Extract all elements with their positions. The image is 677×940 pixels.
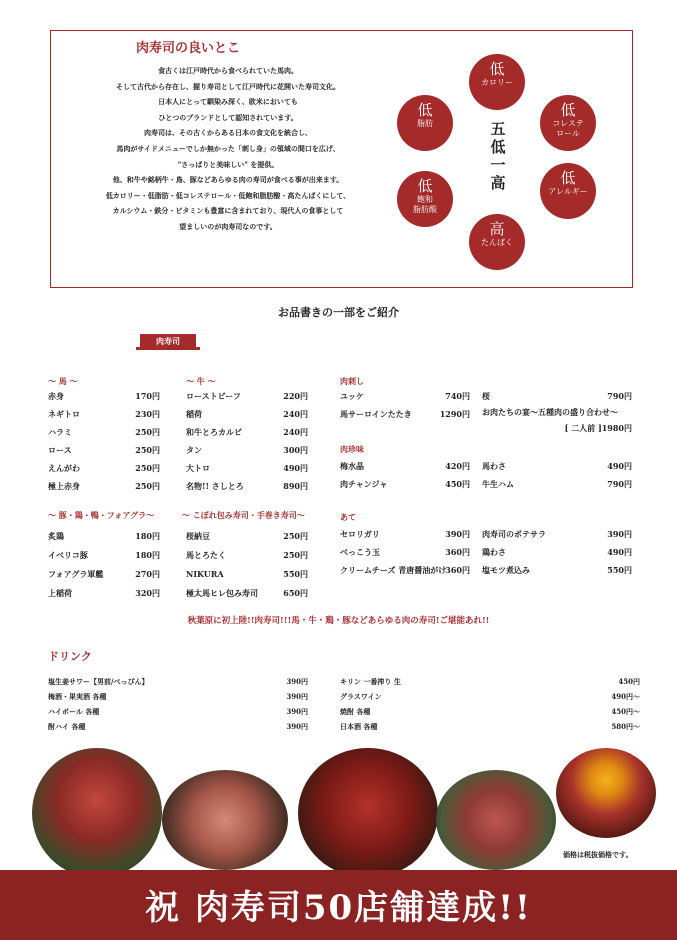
item-price: 490円 (283, 463, 308, 473)
item-price: 450円 (445, 479, 470, 489)
item-name: べっこう玉 (340, 547, 380, 557)
item-price: 390円 (607, 529, 632, 539)
item-name: 肉チャンジャ (340, 479, 388, 489)
badge-big: 低 (417, 101, 433, 119)
item-name: 上稲荷 (48, 588, 72, 598)
item-name: 炙鶏 (48, 531, 64, 541)
item-name: ロース (48, 445, 72, 455)
item-price: 250円 (283, 531, 308, 541)
menu-item (48, 388, 160, 405)
item-name: ハラミ (48, 427, 72, 437)
item-price: 490円 (607, 547, 632, 557)
item-price: 450円 (618, 677, 640, 686)
item-price: 360円 (445, 547, 470, 557)
menu-item (340, 690, 640, 704)
intro-line: 肉寿司は、その古くからある日本の食文化を統合し、 (144, 128, 312, 138)
menu-item (340, 705, 640, 719)
item-name: NIKURA (186, 569, 224, 579)
menu-item (482, 404, 632, 421)
item-price: 390円 (286, 692, 308, 701)
item-price: 390円 (286, 677, 308, 686)
item-name: 桜 (482, 391, 490, 401)
menu-item (186, 388, 308, 405)
menu-item (482, 458, 632, 475)
item-name: えんがわ (48, 463, 80, 473)
menu-item (186, 424, 308, 441)
item-name: 鶏わさ (482, 547, 506, 557)
item-price: 550円 (607, 565, 632, 575)
photo-sashimi (436, 770, 556, 870)
item-name: セロリガリ (340, 529, 380, 539)
badge-small: アレルギー (548, 187, 588, 196)
item-name: 牛生ハム (482, 479, 514, 489)
menu-item (340, 388, 470, 405)
item-price: 180円 (135, 531, 160, 541)
menu-item (48, 478, 160, 495)
intro-line: そして古代から存在し、握り寿司として江戸時代に花開いた寿司文化。 (116, 81, 340, 91)
center-char: 五 (490, 120, 506, 138)
item-name: グラスワイン (340, 692, 382, 701)
badge-small: たんぱく (481, 238, 513, 247)
item-price: 320円 (135, 588, 160, 598)
item-price: 490円～ (611, 692, 640, 701)
item-name: 酎ハイ 各種 (48, 722, 86, 731)
item-price: 220円 (283, 391, 308, 401)
photo-sushi-tower (32, 748, 162, 878)
sashi-header: 肉刺し (340, 376, 364, 386)
item-price: 580円～ (611, 722, 640, 731)
menu-item (482, 544, 632, 561)
item-name: お肉たちの宴～五種肉の盛り合わせ～ (482, 407, 618, 417)
item-price: 240円 (283, 409, 308, 419)
item-price: 790円 (607, 391, 632, 401)
item-name: 和牛とろカルビ (186, 427, 242, 437)
intro-line: 他、和牛や銘柄牛・鳥、豚などあらゆる肉の寿司が食べる事が出来ます。 (112, 175, 344, 185)
menu-item (48, 690, 308, 704)
intro-line: 望ましいのが肉寿司なのです。 (179, 221, 277, 231)
center-char: 一 (490, 156, 506, 174)
item-name: 名物!! さしとろ (186, 481, 244, 491)
item-price: 240円 (283, 427, 308, 437)
intro-line: 日本人にとって馴染み深く、欧米においても (158, 97, 298, 107)
menu-item (186, 460, 308, 477)
badge-big: 低 (560, 169, 576, 187)
item-name: タン (186, 445, 202, 455)
item-name: 赤身 (48, 391, 64, 401)
item-name: 稲荷 (186, 409, 202, 419)
menu-item (340, 720, 640, 734)
badge-low-saturated-fat (397, 171, 453, 227)
item-price: 390円 (445, 529, 470, 539)
intro-title: 肉寿司の良いとこ (135, 41, 240, 56)
item-price: 490円 (607, 461, 632, 471)
badge-small: カロリー (481, 78, 513, 87)
menu-item (340, 526, 470, 543)
photo-seared-beef (162, 770, 288, 870)
badge-big: 高 (489, 220, 505, 238)
menu-item (48, 528, 160, 545)
menu-item (186, 585, 308, 602)
badge-small: 脂肪 (417, 119, 433, 128)
item-price: 740円 (445, 391, 470, 401)
center-char: 高 (490, 174, 506, 192)
badge-big: 低 (489, 60, 505, 78)
item-price: 390円 (286, 722, 308, 731)
item-price: 250円 (135, 445, 160, 455)
item-price: 420円 (445, 461, 470, 471)
menu-item (48, 547, 160, 564)
menu-item (482, 388, 632, 405)
uma-header: ～ 馬 ～ (48, 376, 78, 386)
badge-high-protein (469, 214, 525, 270)
item-name: 日本酒 各種 (340, 722, 378, 731)
menu-item (482, 526, 632, 543)
menu-item (340, 476, 470, 493)
item-price: 650円 (283, 588, 308, 598)
item-price: 250円 (283, 550, 308, 560)
item-price: 270円 (135, 569, 160, 579)
menu-tab: 肉寿司 (140, 334, 196, 348)
menu-item (482, 476, 632, 493)
menu-heading: お品書きの一部をご紹介 (278, 306, 399, 319)
intro-line: "さっぱりと美味しい" を提供。 (177, 159, 279, 169)
item-name: 馬とろたく (186, 550, 226, 560)
item-price: 250円 (135, 481, 160, 491)
menu-item (48, 675, 308, 689)
item-name: キリン 一番搾り 生 (340, 677, 401, 686)
item-price: 300円 (283, 445, 308, 455)
menu-item (186, 547, 308, 564)
badge-big: 低 (417, 177, 433, 195)
intro-line: 馬肉がサイドメニューでしか無かった「刺し身」の領域の間口を広げ、 (116, 143, 340, 153)
menu-item (48, 442, 160, 459)
item-name: 馬わさ (482, 461, 506, 471)
item-price: 1290円 (439, 409, 470, 419)
menu-item (186, 442, 308, 459)
item-price: 180円 (135, 550, 160, 560)
photo-yukke (556, 748, 656, 838)
item-name: 塩モツ煮込み (482, 565, 530, 575)
item-price: 390円 (286, 707, 308, 716)
item-name: 梅水晶 (340, 461, 364, 471)
tab-underline (136, 347, 200, 350)
item-name: クリームチーズ 青唐醤油がけ (340, 565, 447, 575)
chinmi-header: 肉珍味 (340, 444, 364, 454)
menu-item (48, 406, 160, 423)
item-name: ネギトロ (48, 409, 80, 419)
banner-text: 祝 肉寿司50店舗達成!! (144, 888, 532, 928)
intro-line: 低カロリー・低脂肪・低コレステロール・低飽和脂肪酸・高たんぱくにして、 (105, 190, 351, 200)
item-name: 塩生姜サワー【男前/べっぴん】 (48, 677, 149, 686)
menu-item (340, 458, 470, 475)
item-name: 極太馬ヒレ包み寿司 (186, 588, 258, 598)
menu-item (340, 544, 470, 561)
menu-item (48, 566, 160, 583)
menu-item (48, 720, 308, 734)
badge-low-cholesterol (540, 95, 596, 151)
intro-line: 食古くは江戸時代から食べられていた馬肉。 (158, 66, 298, 75)
menu-item (340, 406, 470, 423)
badge-low-calorie (469, 54, 525, 110)
menu-item (48, 460, 160, 477)
item-price: [ 二人前 ]1980円 (564, 423, 632, 433)
menu-item (482, 562, 632, 579)
badge-small: コレステ ロール (552, 119, 584, 138)
item-name: 馬サーロインたたき (340, 409, 412, 419)
menu-item (186, 566, 308, 583)
item-price: 890円 (283, 481, 308, 491)
menu-item (340, 675, 640, 689)
item-price: 790円 (607, 479, 632, 489)
badge-low-fat (397, 95, 453, 151)
item-price: 550円 (283, 569, 308, 579)
intro-line: ひとつのブランドとして認知されています。 (158, 112, 298, 122)
ate-header: あて (340, 512, 356, 522)
menu-item (340, 562, 470, 579)
item-name: 桜納豆 (186, 531, 210, 541)
center-label (484, 120, 512, 192)
intro-body (48, 63, 408, 235)
intro-line: カルシウム・鉄分・ビタミンも豊富に含まれており、現代人の食事として (112, 206, 344, 216)
menu-item (48, 705, 308, 719)
badge-low-allergy (540, 163, 596, 219)
item-price: 250円 (135, 463, 160, 473)
menu-item (186, 528, 308, 545)
item-name: ユッケ (340, 391, 364, 401)
menu-item (48, 585, 160, 602)
item-price: 250円 (135, 427, 160, 437)
menu-item (48, 424, 160, 441)
badge-small: 飽和 脂肪酸 (413, 195, 437, 214)
item-price: 360円 (445, 565, 470, 575)
gyu-header: ～ 牛 ～ (186, 376, 216, 386)
item-name: 梅酒・果実酒 各種 (48, 692, 107, 701)
item-price: 450円～ (611, 707, 640, 716)
item-name: 焼酎 各種 (340, 707, 371, 716)
kobore-header: ～ こぼれ包み寿司・手巻き寿司～ (182, 510, 305, 520)
catchphrase: 秋葉原に初上陸!!肉寿司!!!馬・牛・鶏・豚などあらゆる肉の寿司!ご堪能あれ!! (187, 616, 490, 626)
item-name: ハイボール 各種 (48, 707, 100, 716)
item-price: 230円 (135, 409, 160, 419)
item-name: 大トロ (186, 463, 210, 473)
menu-item (482, 420, 632, 437)
item-name: 極上赤身 (48, 481, 80, 491)
photo-horse-sushi (298, 748, 438, 878)
item-name: フォアグラ軍艦 (48, 569, 104, 579)
item-name: ローストビーフ (186, 391, 241, 401)
menu-item (186, 406, 308, 423)
drink-header: ドリンク (48, 650, 92, 663)
item-name: イベリコ豚 (48, 550, 88, 560)
item-price: 170円 (135, 391, 160, 401)
buta-header: ～ 豚・鶏・鴨・フォアグラ～ (48, 510, 155, 520)
item-name: 肉寿司のポテサラ (482, 529, 546, 539)
menu-item (186, 478, 308, 495)
tax-note: 価格は税抜価格です。 (563, 850, 633, 859)
center-char: 低 (490, 138, 506, 156)
badge-big: 低 (560, 101, 576, 119)
